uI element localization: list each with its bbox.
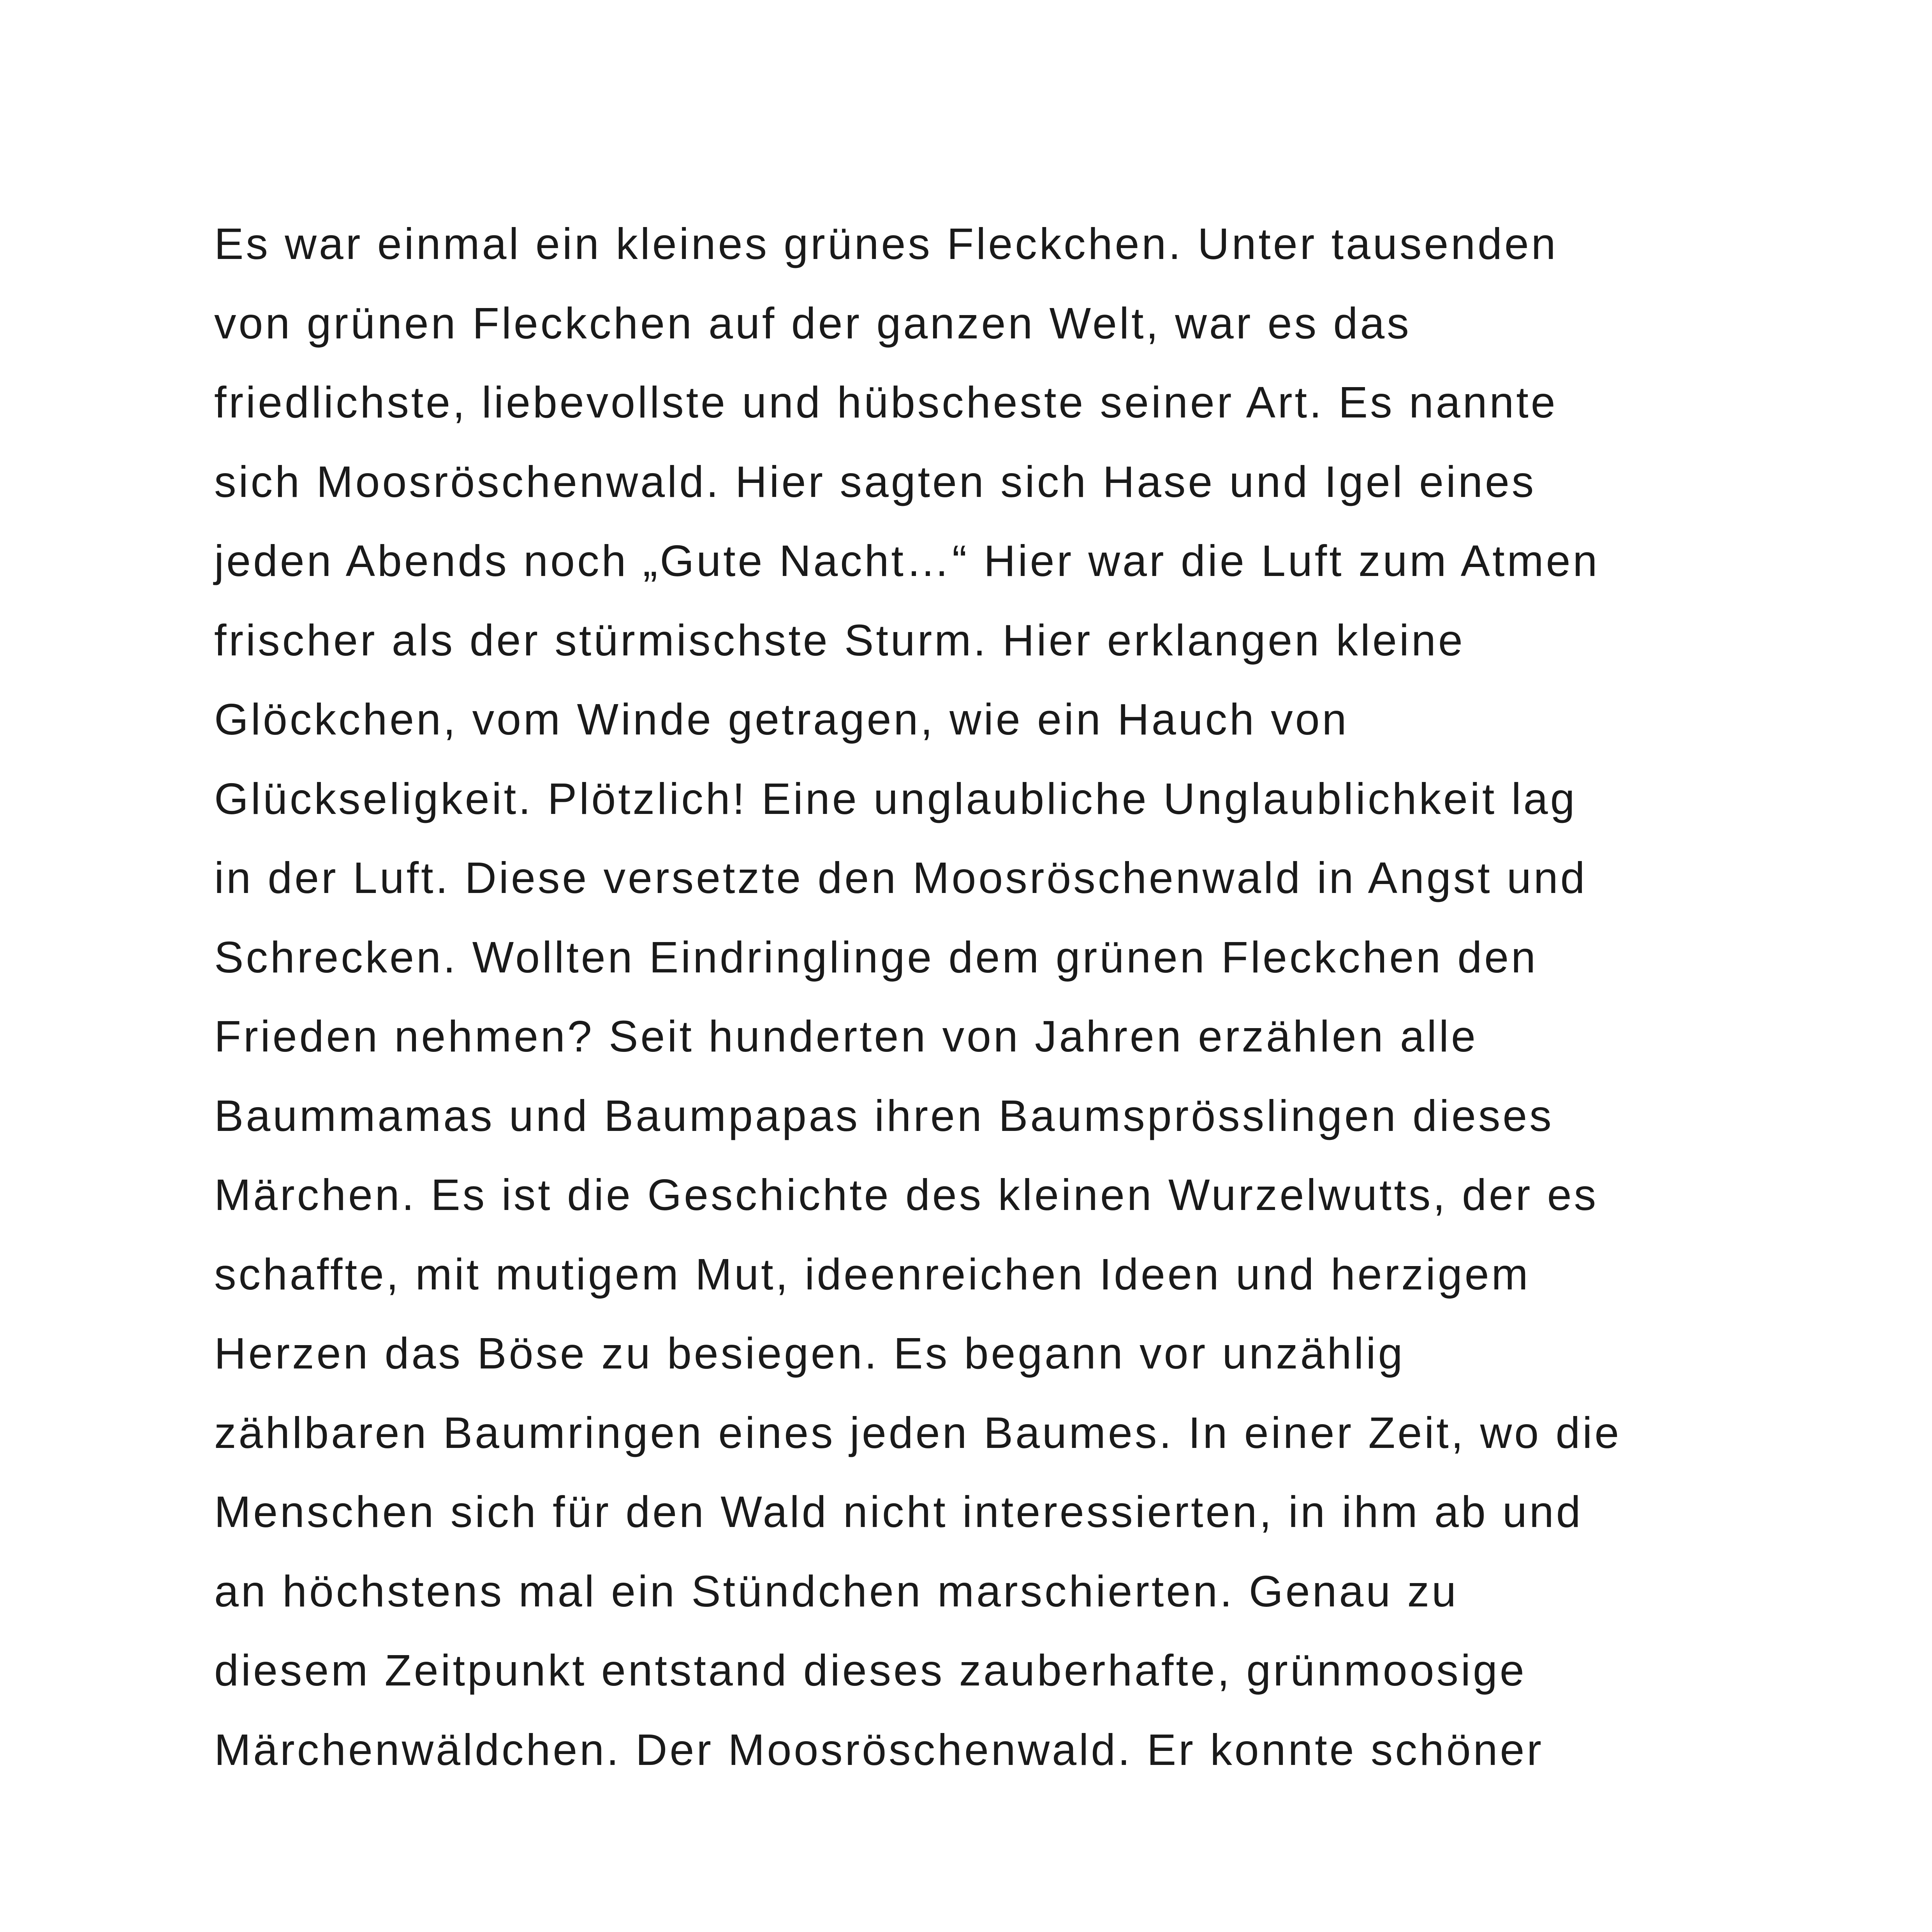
text-line: in der Luft. Diese versetzte den Moosröschenwald in Angst und bbox=[214, 853, 1587, 902]
text-line: Märchen. Es ist die Geschichte des kleinen Wurzelwutts, der es bbox=[214, 1170, 1599, 1219]
text-line: Menschen sich für den Wald nicht interessierten, in ihm ab und bbox=[214, 1487, 1583, 1536]
text-line: Es war einmal ein kleines grünes Fleckchen. Unter tausenden bbox=[214, 219, 1558, 268]
text-line: sich Moosröschenwald. Hier sagten sich Hase und Igel eines bbox=[214, 457, 1536, 506]
text-line: Herzen das Böse zu besiegen. Es begann vor unzählig bbox=[214, 1329, 1405, 1378]
text-line: diesem Zeitpunkt entstand dieses zauberhafte, grünmoosige bbox=[214, 1646, 1527, 1695]
text-line: schaffte, mit mutigem Mut, ideenreichen Ideen und herzigem bbox=[214, 1249, 1530, 1299]
text-line: jeden Abends noch „Gute Nacht…“ Hier war die Luft zum Atmen bbox=[214, 536, 1600, 585]
text-line: zählbaren Baumringen eines jeden Baumes. In einer Zeit, wo die bbox=[214, 1408, 1622, 1457]
text-line: Glöckchen, vom Winde getragen, wie ein Hauch von bbox=[214, 695, 1349, 744]
text-line: Märchenwäldchen. Der Moosröschenwald. Er konnte schöner bbox=[214, 1725, 1544, 1774]
text-line: Baummamas und Baumpapas ihren Baumsprösslingen dieses bbox=[214, 1091, 1554, 1140]
text-line: an höchstens mal ein Stündchen marschierten. Genau zu bbox=[214, 1566, 1458, 1616]
text-line: Glückseligkeit. Plötzlich! Eine unglaubliche Unglaublichkeit lag bbox=[214, 774, 1577, 823]
text-line: friedlichste, liebevollste und hübscheste seiner Art. Es nannte bbox=[214, 378, 1558, 427]
text-line: Schrecken. Wollten Eindringlinge dem grünen Fleckchen den bbox=[214, 932, 1538, 982]
text-line: von grünen Fleckchen auf der ganzen Welt, war es das bbox=[214, 298, 1411, 348]
text-line: frischer als der stürmischste Sturm. Hier erklangen kleine bbox=[214, 615, 1465, 665]
body-paragraph bbox=[214, 204, 1772, 1789]
text-line: Frieden nehmen? Seit hunderten von Jahren erzählen alle bbox=[214, 1012, 1478, 1061]
